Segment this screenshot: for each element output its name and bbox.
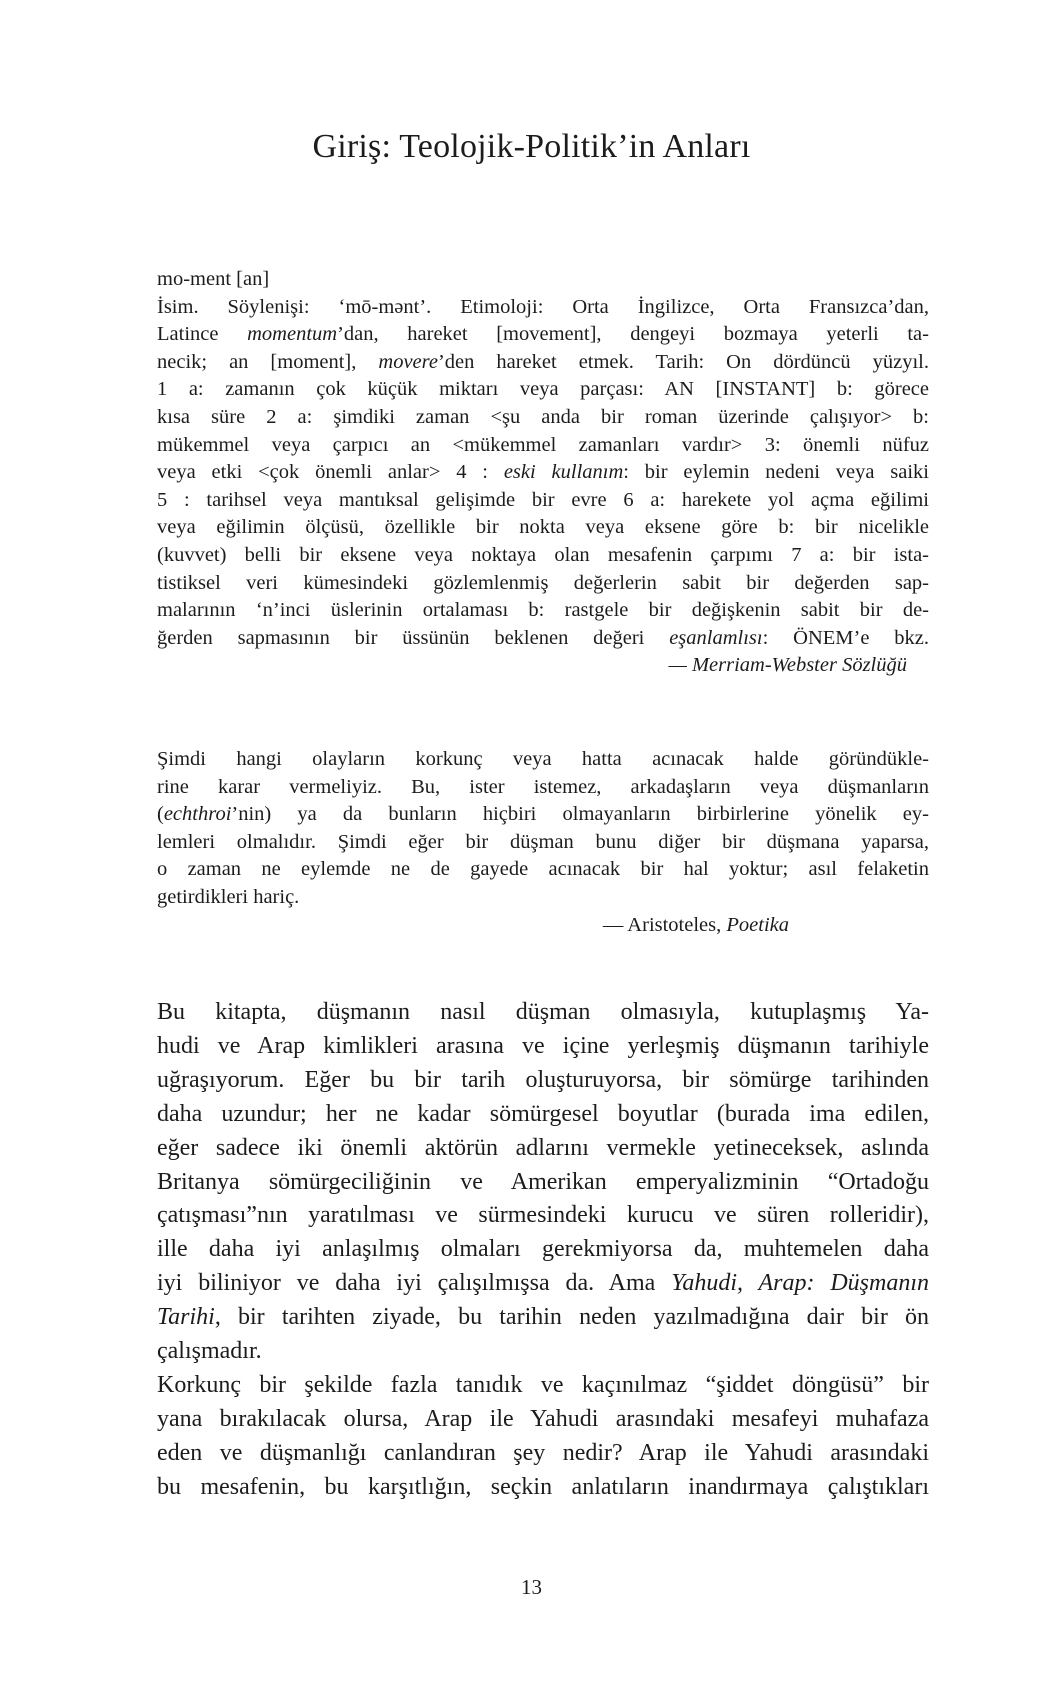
body-line: eğer sadece iki önemli aktörün adlarını vermekle yetineceksek, aslında [157, 1134, 929, 1161]
body-line: uğraşıyorum. Eğer bu bir tarih oluşturuyorsa, bir sömürge tarihinden [157, 1066, 929, 1093]
epigraph-line: necik; an [moment], movere’den hareket etmek. Tarih: On dördüncü yüzyıl. [157, 350, 930, 373]
body-line: daha uzundur; her ne kadar sömürgesel boyutlar (burada ima edilen, [157, 1100, 929, 1127]
epigraph-line: (kuvvet) belli bir eksene veya noktaya olan mesafenin çarpımı 7 a: bir ista- [157, 543, 929, 566]
epigraph-line: tistiksel veri kümesindeki gözlemlenmiş değerlerin sabit bir değerden sap- [157, 571, 929, 594]
epigraph-line: ğerden sapmasının bir üssünün beklenen değeri eşanlamlısı: ÖNEM’e bkz. [157, 626, 929, 649]
epigraph-line: rine karar vermeliyiz. Bu, ister istemez, arkadaşların veya düşmanların [157, 775, 929, 798]
body-text [157, 996, 929, 1505]
body-line: Tarihi, bir tarihten ziyade, bu tarihin neden yazılmadığına dair bir ön [157, 1304, 929, 1331]
body-line: eden ve düşmanlığı canlandıran şey nedir? Arap ile Yahudi arasındaki [157, 1439, 929, 1466]
epigraph-line: malarının ‘n’inci üslerinin ortalaması b: rastgele bir değişkenin sabit bir de- [157, 599, 929, 622]
body-line: Korkunç bir şekilde fazla tanıdık ve kaçınılmaz “şiddet döngüsü” bir [157, 1371, 929, 1398]
epigraph-line: veya eğilimin ölçüsü, özellikle bir nokta veya eksene göre b: bir nicelikle [157, 516, 929, 539]
epigraph-line: lemleri olmalıdır. Şimdi eğer bir düşman bunu diğer bir düşmana yaparsa, [157, 830, 929, 853]
body-line: yana bırakılacak olursa, Arap ile Yahudi arasındaki mesafeyi muhafaza [157, 1405, 929, 1432]
dictionary-epigraph [157, 266, 929, 680]
epigraph-line: kısa süre 2 a: şimdiki zaman <şu anda bir roman üzerinde çalışıyor> b: [157, 405, 929, 428]
epigraph-line: veya etki <çok önemli anlar> 4 : eski kullanım: bir eylemin nedeni veya saiki [157, 461, 929, 484]
body-line: çalışmadır. [157, 1338, 262, 1365]
epigraph-line: getirdikleri hariç. [157, 885, 300, 908]
epigraph-line: Şimdi hangi olayların korkunç veya hatta acınacak halde göründükle- [157, 748, 929, 770]
epigraph-line: Latince momentum’dan, hareket [movement], dengeyi bozmaya yeterli ta- [157, 323, 929, 346]
body-line: bu mesafenin, bu karşıtlığın, seçkin anlatıların inandırmaya çalıştıkları [157, 1473, 929, 1500]
page-number: 13 [521, 1575, 542, 1599]
headword: mo-ment [an] [157, 268, 270, 290]
body-line: Bu kitapta, düşmanın nasıl düşman olmasıyla, kutuplaşmış Ya- [157, 999, 929, 1025]
epigraph-line: o zaman ne eylemde ne de gayede acınacak bir hal yoktur; asıl felaketin [157, 858, 929, 881]
chapter-title: Giriş: Teolojik-Politik’in Anları [312, 128, 751, 165]
aristotle-epigraph [157, 746, 929, 939]
epigraph-line: (echthroi’nin) ya da bunların hiçbiri olmayanların birbirlerine yönelik ey- [157, 803, 929, 826]
epigraph-attribution: — Merriam-Webster Sözlüğü [668, 654, 907, 677]
body-line: ille daha iyi anlaşılmış olmaları gerekmiyorsa da, muhtemelen daha [157, 1236, 929, 1263]
body-line: hudi ve Arap kimlikleri arasına ve içine yerleşmiş düşmanın tarihiyle [157, 1032, 929, 1059]
epigraph-line: 1 a: zamanın çok küçük miktarı veya parçası: AN [INSTANT] b: görece [157, 378, 929, 401]
epigraph-line: İsim. Söylenişi: ‘mō-mənt’. Etimoloji: Orta İngilizce, Orta Fransızca’dan, [157, 295, 929, 318]
epigraph-line: mükemmel veya çarpıcı an <mükemmel zamanları vardır> 3: önemli nüfuz [157, 433, 929, 456]
epigraph-attribution: — Aristoteles, Poetika [602, 913, 789, 936]
body-line: çatışması”nın yaratılması ve sürmesindeki kurucu ve süren rolleridir), [157, 1202, 929, 1229]
epigraph-line: 5 : tarihsel veya mantıksal gelişimde bir evre 6 a: harekete yol açma eğilimi [157, 488, 929, 511]
body-line: iyi biliniyor ve daha iyi çalışılmışsa da. Ama Yahudi, Arap: Düşmanın [157, 1270, 929, 1297]
body-line: Britanya sömürgeciliğinin ve Amerikan emperyalizminin “Ortadoğu [157, 1168, 929, 1195]
